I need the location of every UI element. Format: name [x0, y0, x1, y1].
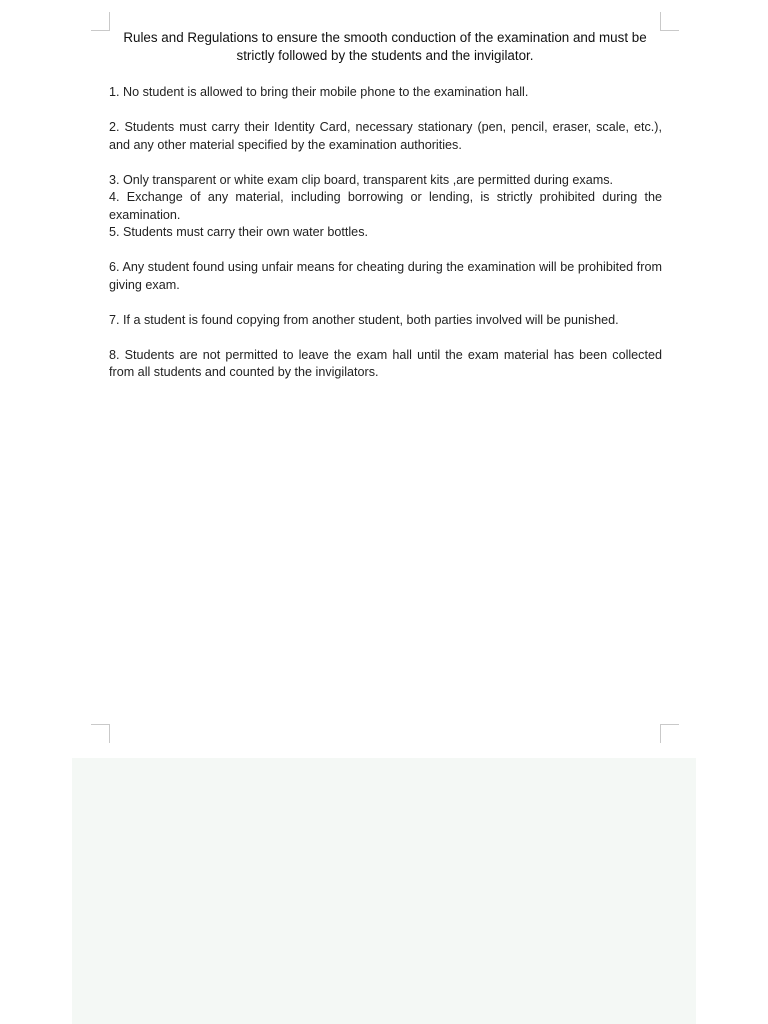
rule-item: 3. Only transparent or white exam clip board, transparent kits ,are permitted during exams. [109, 172, 613, 187]
document-title: Rules and Regulations to ensure the smooth conduction of the examination and must be strictly followed by the students and the invigilator. [123, 30, 647, 63]
bottom-left-margin-mark [91, 724, 110, 743]
rule-item: 2. Students must carry their Identity Card, necessary stationary (pen, pencil, eraser, scale, etc.), and any other material specified by the examination authorities. [109, 120, 662, 152]
rule-item: 6. Any student found using unfair means for cheating during the examination will be prohibited from giving exam. [109, 260, 662, 292]
bottom-right-margin-mark [660, 724, 679, 743]
top-right-margin-mark [660, 12, 679, 31]
rules-list [109, 84, 662, 382]
rule-item: 8. Students are not permitted to leave the exam hall until the exam material has been collected from all students and counted by the invigilators. [109, 347, 662, 379]
rule-item: 7. If a student is found copying from another student, both parties involved will be punished. [109, 312, 619, 327]
top-left-margin-mark [91, 12, 110, 31]
rule-item: 4. Exchange of any material, including borrowing or lending, is strictly prohibited during the examination. [109, 190, 662, 222]
rule-item: 5. Students must carry their own water bottles. [109, 225, 368, 239]
rule-item: 1. No student is allowed to bring their mobile phone to the examination hall. [109, 85, 529, 99]
page-background [72, 758, 696, 1024]
